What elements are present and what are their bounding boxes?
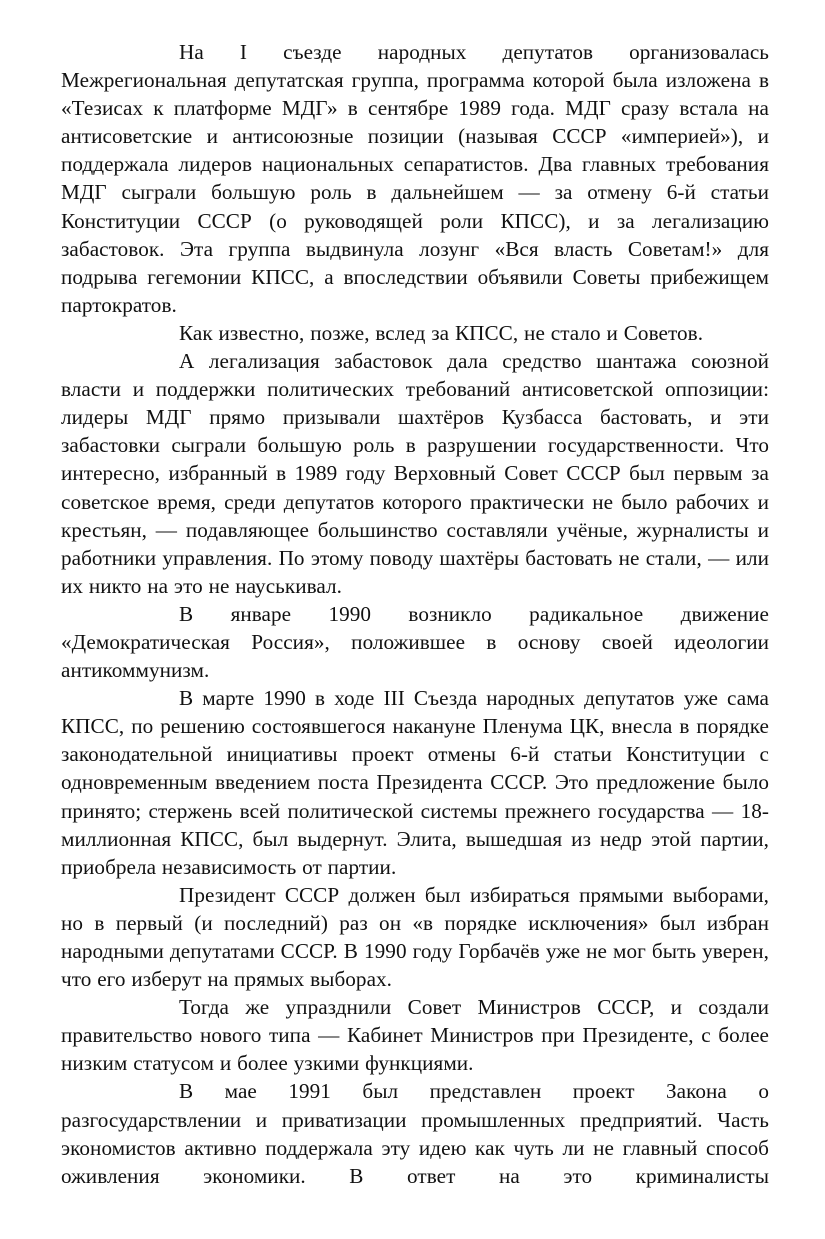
- document-body: [61, 38, 769, 1190]
- paragraph-democratic-russia: В январе 1990 возникло радикальное движение «Демократическая Россия», положившее в основу своей идеологии антикоммунизм.: [61, 601, 769, 683]
- paragraph-privatization: В мае 1991 был представлен проект Закона о разгосударствлении и приватизации промышленных предприятий. Часть экономистов активно поддержала эту идею как чуть ли не главный способ оживления экономики. В ответ на это криминалисты: [61, 1079, 769, 1188]
- paragraph-soviets: Как известно, позже, вслед за КПСС, не стало и Советов.: [179, 320, 704, 345]
- paragraph-article-6: В марте 1990 в ходе III Съезда народных депутатов уже сама КПСС, по решению состоявшегося накануне Пленума ЦК, внесла в порядке законодательной инициативы проект отмены 6-й статьи Конституции с одновременным введением поста Президента СССР. Это предложение было принято; стержень всей политической системы прежнего государства — 18-миллионная КПСС, был выдернут. Элита, вышедшая из недр этой партии, приобрела независимость от партии.: [61, 686, 769, 879]
- paragraph-cabinet: Тогда же упразднили Совет Министров СССР, и создали правительство нового типа — Кабинет Министров при Президенте, с более низким статусом и более узкими функциями.: [61, 995, 769, 1076]
- paragraph-mdg: На I съезде народных депутатов организовалась Межрегиональная депутатская группа, программа которой была изложена в «Тезисах к платформе МДГ» в сентябре 1989 года. МДГ сразу встала на антисоветские и антисоюзные позиции (называя СССР «империей»), и поддержала лидеров национальных сепаратистов. Два главных требования МДГ сыграли большую роль в дальнейшем — за отмену 6-й статьи Конституции СССР (о руководящей роли КПСС), и за легализацию забастовок. Эта группа выдвинула лозунг «Вся власть Советам!» для подрыва гегемонии КПСС, а впоследствии объявили Советы прибежищем партократов.: [61, 40, 769, 317]
- paragraph-strikes: А легализация забастовок дала средство шантажа союзной власти и поддержки политических требований антисоветской оппозиции: лидеры МДГ прямо призывали шахтёров Кузбасса бастовать, и эти забастовки сыграли большую роль в разрушении государственности. Что интересно, избранный в 1989 году Верховный Совет СССР был первым за советское время, среди депутатов которого практически не было рабочих и крестьян, — подавляющее большинство составляли учёные, журналисты и работники управления. По этому поводу шахтёры бастовать не стали, — или их никто на это не науськивал.: [61, 349, 769, 598]
- paragraph-president: Президент СССР должен был избираться прямыми выборами, но в первый (и последний) раз он «в порядке исключения» был избран народными депутатами СССР. В 1990 году Горбачёв уже не мог быть уверен, что его изберут на прямых выборах.: [61, 882, 769, 992]
